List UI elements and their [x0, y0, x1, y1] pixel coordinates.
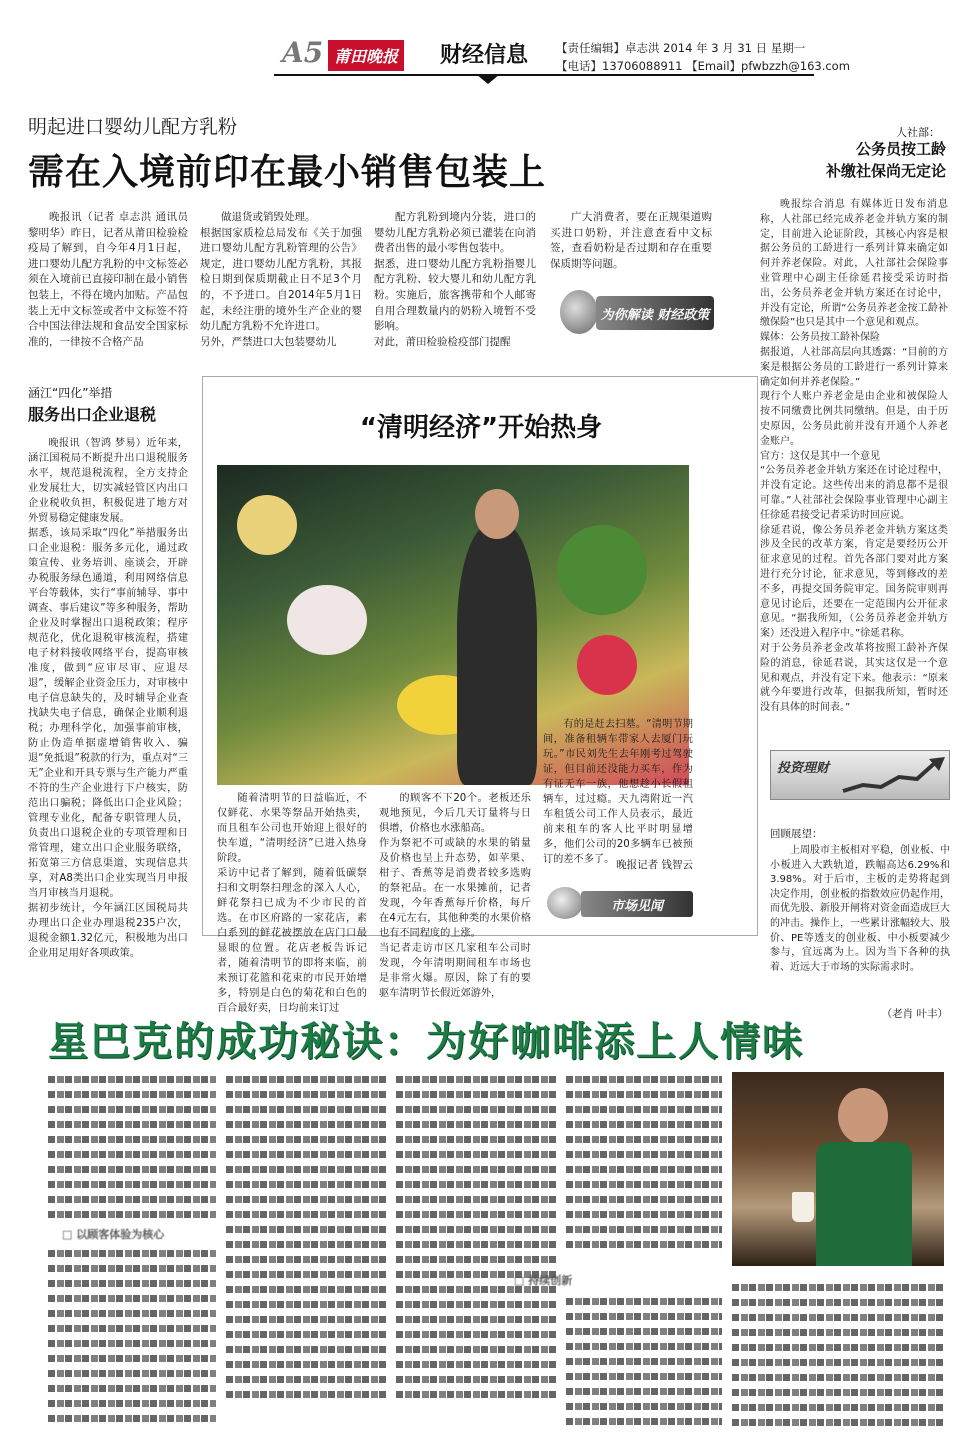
section-title: 财经信息: [440, 43, 529, 68]
masthead: [0, 0, 977, 78]
lead-kicker: 明起进口婴幼儿配方乳粉: [28, 116, 238, 138]
side-headline-line-1: 公务员按工龄: [855, 140, 946, 158]
starbucks-subhead-2: □ 持续创新: [514, 1274, 573, 1287]
starbucks-subhead-1: □ 以顾客体验为核心: [62, 1228, 165, 1241]
barista-photo: [732, 1072, 944, 1266]
export-kicker: 涵江“四化”举措: [28, 386, 113, 400]
qingming-title: “清明经济”开始热身: [359, 413, 603, 443]
lead-col-1: 晚报讯（记者 卓志洪 通讯员 黎明华）昨日，记者从莆田检验检疫局了解到，自今年4月1日起，进口婴幼儿配方乳粉的中文标签必须在入境前已直接印制在最小销售包装上，不得在境内加贴。产品包装上无中文标签或者中文标签不符合中国法律法规和食品安全国家标准的，一律按不合格产品: [28, 211, 188, 348]
export-headline: 服务出口企业退税: [28, 405, 157, 424]
starbucks-text-block-3: [226, 1068, 386, 1438]
stock-chart-badge: [770, 750, 950, 800]
megaphone-icon: [560, 290, 598, 334]
qingming-byline: 晚报记者 钱智云: [616, 859, 693, 871]
trend-arrow-icon: [841, 755, 947, 797]
starbucks-text-block-1: [48, 1068, 216, 1228]
lead-col-2: 做退货或销毁处理。 根据国家质检总局发布《关于加强进口婴幼儿配方乳粉管理的公告》规定，进口婴幼儿配方乳粉，其报检日期到保质期截止日不足3个月的，不予进口。自2014年5月1日起，未经注册的境外生产企业的婴幼儿配方乳粉不允许进口。 另外，严禁进口大包装婴幼儿: [200, 211, 362, 348]
newspaper-brand: 莆田晚报: [328, 40, 404, 71]
starbucks-text-block-4: [396, 1068, 556, 1438]
coffee-cup-icon: [792, 1192, 814, 1222]
page-number: A5: [282, 36, 324, 69]
market-badge: [547, 883, 697, 923]
editor-line: 【责任编辑】卓志洪 2014 年 3 月 31 日 星期一: [556, 41, 806, 55]
side-kicker: 人社部：: [896, 126, 940, 139]
export-body: 晚报讯（智鸿 梦易）近年来，涵江国税局不断提升出口退税服务水平，规范退税流程，全方支持企业发展壮大，切实减轻管区内出口企业税收负担，积极促进了地方对外贸易稳定健康发展。 据悉，该局采取“四化”举措服务出口企业退税：服务多元化，通过政策宣传、业务培训、座谈会，开辟办税服务绿色通道，利用网络信息平台等载体，实行“事前辅导、事中调查、事后建议”等多种服务，帮助企业及时掌握出口退税政策；程序规范化，优化退税审核流程，搭建电子材料接收网络平台，提高审核准度，做到“应审尽审、应退尽退”，缓解企业资金压力，对审核中电子信息缺失的，及时辅导企业查找缺失电子信息，确保企业顺利退税；办理科学化，加强事前审核，防止伪造单据虚增销售收入、骗退“免抵退”税款的行为，重点对“三无”企业和开具专票与生产能力严重不符的生产企业进行下户核实，防范出口骗税；降低出口企业风险；管理专业化，配备专职管理人员，负责出口退税企业的专项管理和日常管理，建立出口企业服务联络，拓宽第三方信息渠道，实现信息共享，对A8类出口企业实现当月申报当月审核当月退税。 据初步统计，今年涵江区国税局共办理出口企业办理退税235户次，退税金额1.32亿元，积极地为出口企业用足用好各项政策。: [28, 438, 188, 959]
qingming-feature: [202, 376, 758, 1014]
lead-col-3: 配方乳粉到境内分装，进口的婴幼儿配方乳粉必须已灌装在向消费者出售的最小零售包装中。 据悉，进口婴幼儿配方乳粉指婴儿配方乳粉、较大婴儿和幼儿配方乳粉。实施后，旅客携带和个人邮寄自用合理数量内的奶粉入境暂不受影响。 对此，莆田检验检疫部门提醒: [374, 211, 536, 348]
contact-line: 【电话】13706088911 【Email】pfwbzzh@163.com: [556, 59, 850, 73]
stock-badge-label: 投资理财: [777, 761, 830, 776]
stock-kicker: 回顾展望：: [770, 828, 823, 840]
qingming-col-3: 有的是赶去扫墓。“清明节期间，准备租辆车带家人去厦门玩玩。”市民刘先生去年刚考过驾驶证，但目前还没能力买车，作为有证无车一族，他想趁小长假租辆车，过过瘾。天九湾附近一汽车租赁公司工作人员表示，最近前来租车的客人比平时明显增多，他们公司的20多辆车已被预订的差不多了。: [543, 719, 693, 865]
policy-badge: [556, 284, 716, 342]
side-body: 晚报综合消息 有媒体近日发布消息称，人社部已经完成养老金并轨方案的制定，目前进入论证阶段，其核心内容是根据公务员的工龄进行一系列计算来确定如何并养老保险。对此，人社部社会保险事业管理中心副主任徐延君接受采访时指出，公务员养老金并轨方案还在讨论中，并没有定论，所谓“公务员养老金按工龄补缴保险”也只是其中一个意见和观点。 媒体：公务员按工龄补保险 据报道，人社部高层向其透露：“目前的方案是根据公务员的工龄进行一系列计算来确定如何并养老保险。” 现行个人账户养老金是由企业和被保险人按不同缴费比例共同缴纳。但是，由于历史原因，公务员此前并没有开通个人养老金账户。 官方：这仅是其中一个意见 “公务员养老金并轨方案还在讨论过程中，并没有定论。这些传出来的消息都不是很可靠。”人社部社会保险事业管理中心副主任徐延君接受记者采访时回应说。 徐延君说，像公务员养老金并轨方案这类涉及全民的改革方案，肯定是要经历公开征求意见的过程。首先各部门要对此方案进行充分讨论，征求意见，等到修改的差不多，再提交国务院审定。国务院审则再意见讨论后，还要在一定范围内公开征求意见。“据我所知，（公务员养老金并轨方案）还没进入程序中。”徐延君称。 对于公务员养老金改革将按照工龄补齐保险的消息，徐延君说，其实这仅是一个意见和观点，并没有定下来。他表示：“原来就今年要进行改革，但据我所知，暂时还没有具体的时间表。”: [760, 199, 948, 714]
stock-body: 上周股市主板相对平稳，创业板、中小板进入大跌轨道，跌幅高达6.29%和3.98%。对于后市，主板的走势将起到决定作用，创业板的指数效应仍起作用，而优先股、新股开闸将对资金面造成巨大的冲击。操作上，一些累计涨幅较大、股价、PE等透支的创业板、中小板要减少参与，宜远离为上。因为当下各种的执着、近远大于市场的实际需求时。: [770, 845, 950, 973]
side-headline-line-2: 补缴社保尚无定论: [825, 162, 946, 180]
starbucks-text-block-2: [48, 1242, 216, 1442]
qingming-col-1: 随着清明节的日益临近，不仅鲜花、水果等祭品开始热卖，而且租车公司也开始迎上很好的快车道，“清明经济”已进入热身阶段。 采访中记者了解到，随着低碳祭扫和文明祭扫理念的深入人心，鲜花祭扫已成为不少市民的首选。在市区府路的一家花店，素白系列的鲜花被摆放在店门口最显眼的位置。花店老板告诉记者，随着清明节的即将来临，前来预订花篮和花束的市民开始增多，特别是白色的菊花和白色的百合最好卖，日均前来订过: [217, 793, 367, 1014]
stock-byline: （老肖 叶丰）: [881, 1008, 948, 1020]
bag-icon: [547, 887, 583, 919]
starbucks-headline: 星巴克的成功秘诀：为好咖啡添上人情味: [48, 1019, 804, 1065]
market-badge-label: 市场见闻: [581, 891, 693, 917]
qingming-col-2: 的顾客不下20个。老板还乐观地预见，今后几天订量将与日俱增，价格也水涨船高。 作为祭祀不可或缺的水果的销量及价格也呈上升态势，如苹果、柑子、香蕉等是消费者较多选购的祭祀品。在一水果摊前，记者发现，今年香蕉每斤价格，每斤在4元左右，其他种类的水果价格也有不同程度的上涨。 当记者走访市区几家租车公司时发现，今年清明期间租车市场也是非常火爆。原因，除了有的要驱车清明节长假近郊游外，: [379, 793, 531, 999]
starbucks-text-block-7: [732, 1276, 944, 1442]
starbucks-text-block-6: [566, 1290, 722, 1440]
lead-headline: 需在入境前印在最小销售包装上: [28, 152, 547, 193]
policy-badge-label: 为你解读 财经政策: [596, 296, 714, 330]
masthead-rule: [274, 74, 814, 76]
starbucks-text-block-5: [566, 1068, 722, 1268]
lead-col-4: 广大消费者，要在正规渠道购买进口奶粉，并注意查看中文标签，查看奶粉是否过期和存在重要保质期等问题。: [550, 211, 712, 270]
